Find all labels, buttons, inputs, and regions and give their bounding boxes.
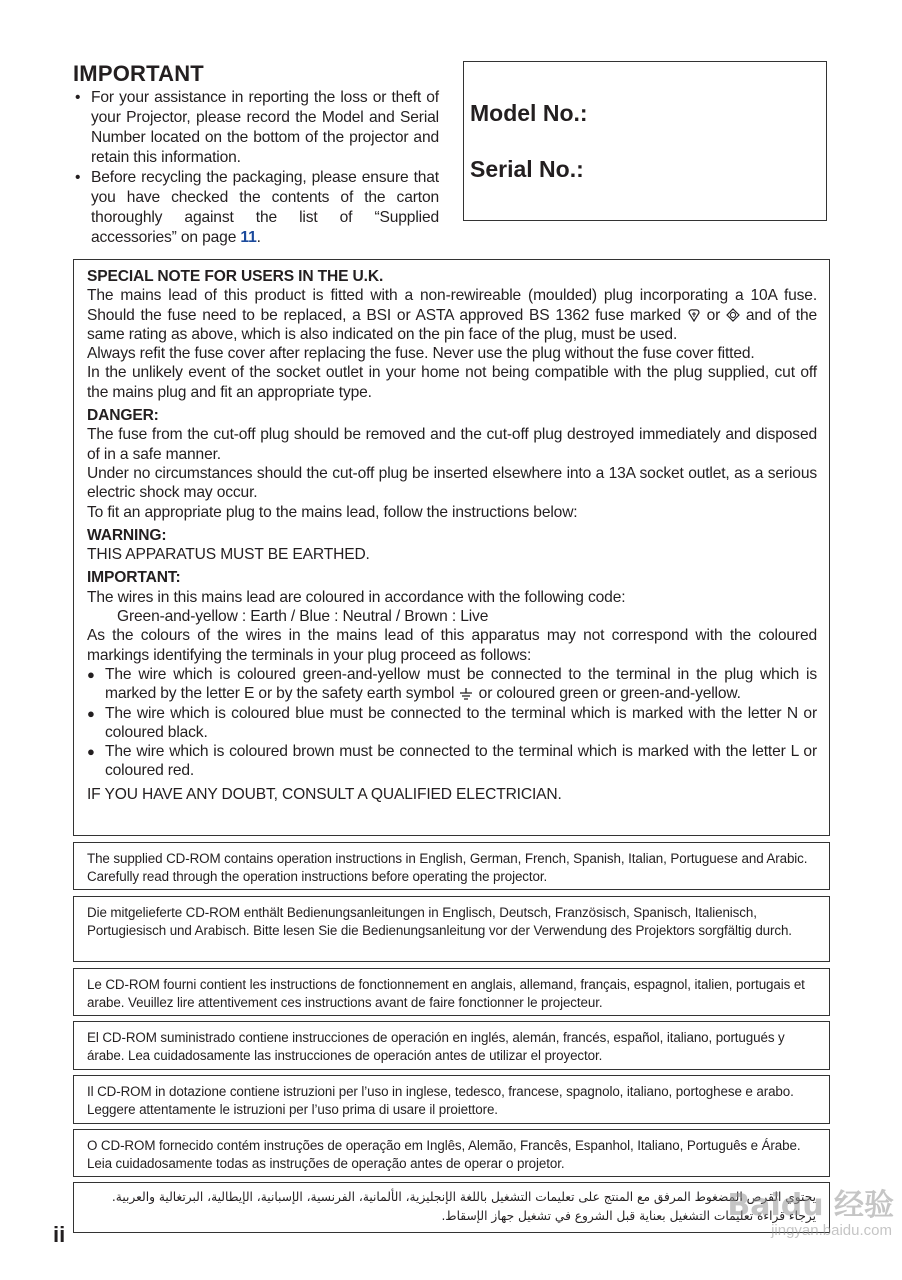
important-item-recycling	[73, 168, 439, 248]
cdrom-text-english: The supplied CD-ROM contains operation instructions in English, German, French, Spanish, Italian, Portuguese and Arabic. Carefully read through the operation instructions before operating the projector.	[87, 851, 808, 884]
wiring-earth-text-b: or coloured green or green-and-yellow.	[474, 685, 741, 703]
cdrom-note-french	[73, 968, 830, 1016]
uk-note-para1-b: and of the same rating as above, which is also indicated on the pin face of the plug, must be used.	[87, 306, 817, 343]
danger-para1: The fuse from the cut-off plug should be removed and the cut-off plug destroyed immediately and disposed of in a safe manner.	[87, 426, 817, 463]
warning-title: WARNING:	[87, 526, 167, 544]
cdrom-text-portuguese: O CD-ROM fornecido contém instruções de operação em Inglês, Alemão, Francês, Espanhol, Italiano, Português e Árabe. Leia cuidadosamente todas as instruções de operação antes de operar o projetor.	[87, 1138, 801, 1171]
uk-special-note-box	[73, 259, 830, 836]
bsi-kitemark-icon	[687, 308, 701, 322]
important-item-record: • For your assistance in reporting the loss or theft of your Projector, please record the Model and Serial Number located on the bottom of the projector and retain this information.	[73, 88, 439, 168]
page-link-11[interactable]: 11	[240, 229, 257, 246]
page-number: ii	[53, 1222, 66, 1247]
cdrom-text-italian: Il CD-ROM in dotazione contiene istruzioni per l’uso in inglese, tedesco, francese, spagnolo, italiano, portoghese e arabo. Leggere attentamente le istruzioni per l’uso prima di usare il proiettore.	[87, 1084, 794, 1117]
cdrom-note-spanish	[73, 1021, 830, 1070]
warning-text: THIS APPARATUS MUST BE EARTHED.	[87, 546, 370, 564]
wire-colour-code: Green-and-yellow : Earth / Blue : Neutral / Brown : Live	[117, 608, 489, 626]
uk-note-para1	[87, 286, 817, 344]
cdrom-note-italian	[73, 1075, 830, 1124]
important-para1: The wires in this mains lead are coloured in accordance with the following code:	[87, 588, 626, 606]
model-number-label: Model No.:	[470, 100, 588, 126]
uk-note-title: SPECIAL NOTE FOR USERS IN THE U.K.	[87, 268, 384, 285]
danger-para3: To fit an appropriate plug to the mains lead, follow the instructions below:	[87, 503, 578, 521]
watermark-logo: Baidu 经验	[727, 1188, 894, 1223]
cdrom-note-german	[73, 896, 830, 962]
watermark-url: jingyan.baidu.com	[771, 1222, 892, 1239]
important-para2: As the colours of the wires in the mains lead of this apparatus may not correspond with the coloured markings identifying the terminals in your plug proceed as follows:	[87, 627, 817, 664]
danger-title: DANGER:	[87, 407, 159, 425]
cdrom-text-french: Le CD-ROM fourni contient les instructions de fonctionnement en anglais, allemand, français, espagnol, italien, portugais et arabe. Veuillez lire attentivement ces instructions avant de faire fonctionner le projecteur.	[87, 977, 805, 1010]
wiring-item-live: ● The wire which is coloured brown must be connected to the terminal which is marked with the letter L or coloured red.	[87, 742, 817, 781]
cdrom-note-portuguese	[73, 1129, 830, 1177]
cdrom-text-spanish: El CD-ROM suministrado contiene instrucciones de operación en inglés, alemán, francés, español, italiano, portugués y árabe. Lea cuidadosamente las instrucciones de operación antes de utilizar el proyector.	[87, 1030, 785, 1063]
asta-mark-icon	[726, 308, 740, 322]
cdrom-note-arabic	[73, 1182, 830, 1233]
uk-note-para2: Always refit the fuse cover after replacing the fuse. Never use the plug without the fuse cover fitted.	[87, 345, 755, 363]
serial-number-label: Serial No.:	[470, 156, 584, 182]
recycling-text: Before recycling the packaging, please ensure that you have checked the contents of the carton thoroughly against the list of “Supplied accessories” on page	[91, 169, 439, 246]
wiring-item-neutral: ● The wire which is coloured blue must be connected to the terminal which is marked with the letter N or coloured black.	[87, 704, 817, 743]
recycling-end: .	[256, 229, 261, 246]
wiring-list	[87, 665, 817, 781]
uk-note-para1-a: The mains lead of this product is fitted with a non-rewireable (moulded) plug incorporating a 10A fuse. Should the fuse need to be replaced, a BSI or ASTA approved BS 1362 fuse marked	[87, 287, 817, 324]
cdrom-text-arabic: يحتوي القرص المضغوط المرفق مع المنتج على تعليمات التشغيل باللغة الإنجليزية، الألمانية، الفرنسية، الإسبانية، الإيطالية، البرتغالية والعربية. يرجاء قراءة تعليمات التشغيل بعناية قبل الشروع في تشغيل جهاز الإسقاط.	[111, 1190, 816, 1223]
wiring-item-earth	[87, 665, 817, 704]
earth-ground-icon	[458, 688, 474, 700]
cdrom-text-german: Die mitgelieferte CD-ROM enthält Bedienungsanleitungen in Englisch, Deutsch, Französisch, Spanisch, Italienisch, Portugiesisch und Arabisch. Bitte lesen Sie die Bedienungsanleitung vor der Verwendung des Projektors sorgfältig durch.	[87, 905, 792, 938]
important-sub-title: IMPORTANT:	[87, 569, 181, 587]
important-title: IMPORTANT	[73, 61, 204, 86]
uk-note-para1-or: or	[700, 306, 727, 324]
important-list	[73, 88, 439, 248]
uk-note-para3: In the unlikely event of the socket outlet in your home not being compatible with the plug supplied, cut off the mains plug and fit an appropriate type.	[87, 364, 817, 401]
wiring-earth-text-a: The wire which is coloured green-and-yellow must be connected to the terminal in the plug which is marked by the letter E or by the safety earth symbol	[105, 665, 817, 703]
danger-para2: Under no circumstances should the cut-off plug be inserted elsewhere into a 13A socket outlet, as a serious electric shock may occur.	[87, 464, 817, 502]
consult-electrician-text: IF YOU HAVE ANY DOUBT, CONSULT A QUALIFIED ELECTRICIAN.	[87, 785, 562, 803]
cdrom-note-english	[73, 842, 830, 890]
model-serial-box	[463, 61, 827, 221]
